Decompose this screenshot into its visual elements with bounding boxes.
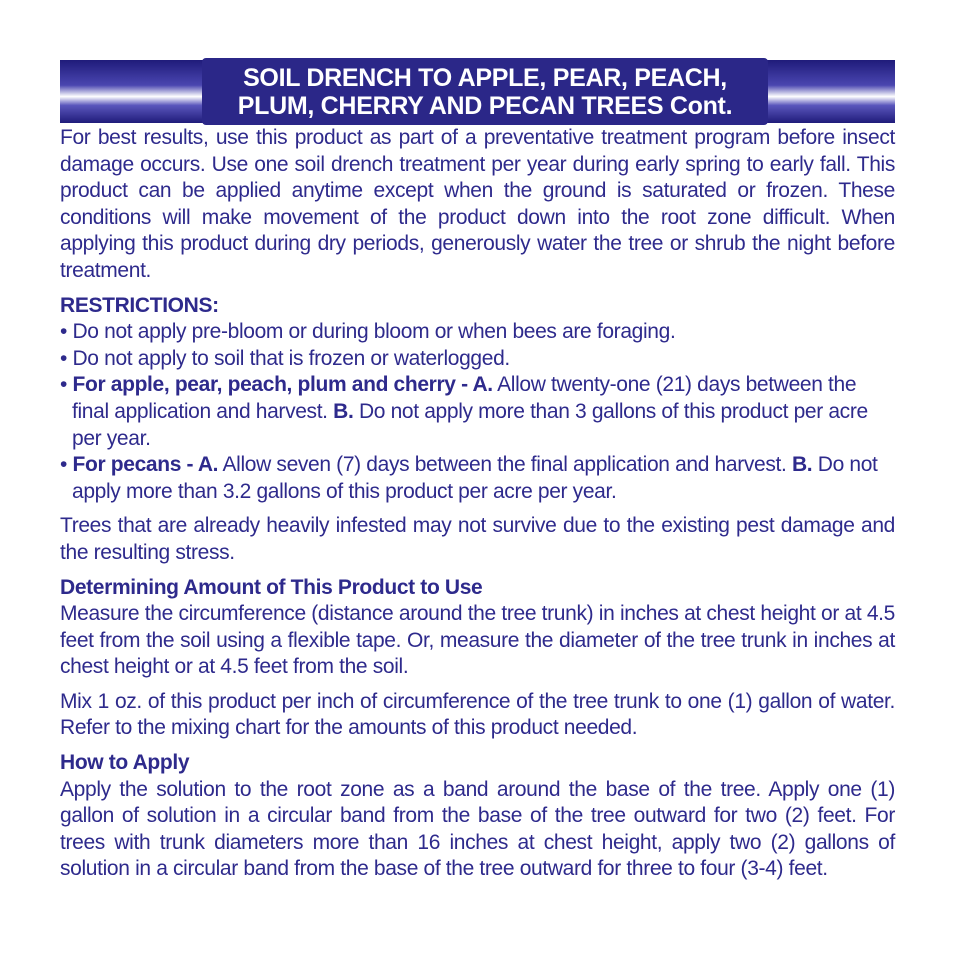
how-to-apply-paragraph: Apply the solution to the root zone as a band around the base of the tree. Apply one (1) gallon of solution in a circular band from the base of the tree outward for two (2) feet. For trees with trunk diameters more than 16 inches at chest height, apply two (2) gallons of solution in a circular band from the base of the tree outward for three to four (3-4) feet. — [60, 777, 895, 881]
title-banner — [202, 58, 768, 125]
determining-heading: Determining Amount of This Product to Use — [60, 575, 483, 599]
restrictions-heading: RESTRICTIONS: — [60, 293, 219, 317]
bullet-marker: • — [60, 453, 73, 477]
restriction-item: • Do not apply pre-bloom or during bloom or when bees are foraging. — [60, 320, 676, 344]
infested-paragraph: Trees that are already heavily infested may not survive due to the existing pest damage and the resulting stress. — [60, 514, 895, 564]
determining-paragraph: Measure the circumference (distance around the tree trunk) in inches at chest height or at 4.5 feet from the soil using a flexible tape. Or, measure the diameter of the tree trunk in inches at chest height or at 4.5 feet from the soil. — [60, 602, 895, 679]
intro-paragraph: For best results, use this product as part of a preventative treatment program before insect damage occurs. Use one soil drench treatment per year during early spring to early fall. This product can be applied anytime except when the ground is saturated or frozen. These conditions will make movement of the product down into the root zone difficult. When applying this product during dry periods, generously water the tree or shrub the night before treatment. — [60, 126, 895, 282]
part-label: B. — [333, 399, 354, 423]
crop-label: For apple, pear, peach, plum and cherry - A. — [72, 373, 493, 397]
page-title — [238, 64, 732, 120]
restriction-item — [60, 452, 895, 505]
title-line-1: SOIL DRENCH TO APPLE, PEAR, PEACH, — [243, 63, 727, 92]
restriction-text: Allow seven (7) days between the final application and harvest. — [218, 453, 792, 477]
how-to-apply-heading: How to Apply — [60, 751, 190, 775]
title-line-2: PLUM, CHERRY AND PECAN TREES Cont. — [237, 91, 733, 120]
restriction-item: • Do not apply to soil that is frozen or waterlogged. — [60, 346, 510, 370]
restriction-text: Do not apply more than 3 gallons of this product per acre per year. — [72, 399, 868, 450]
mix-paragraph: Mix 1 oz. of this product per inch of circumference of the tree trunk to one (1) gallon of water. Refer to the mixing chart for the amounts of this product needed. — [60, 689, 895, 740]
restriction-text: Do not apply more than 3.2 gallons of this product per acre per year. — [72, 453, 878, 503]
restriction-item — [60, 372, 895, 452]
crop-label: For pecans - A. — [72, 453, 219, 477]
label-body — [60, 125, 895, 883]
restriction-text: Allow twenty-one (21) days between the final application and harvest. — [72, 373, 857, 423]
part-label: B. — [791, 453, 813, 477]
bullet-marker: • — [60, 373, 73, 397]
